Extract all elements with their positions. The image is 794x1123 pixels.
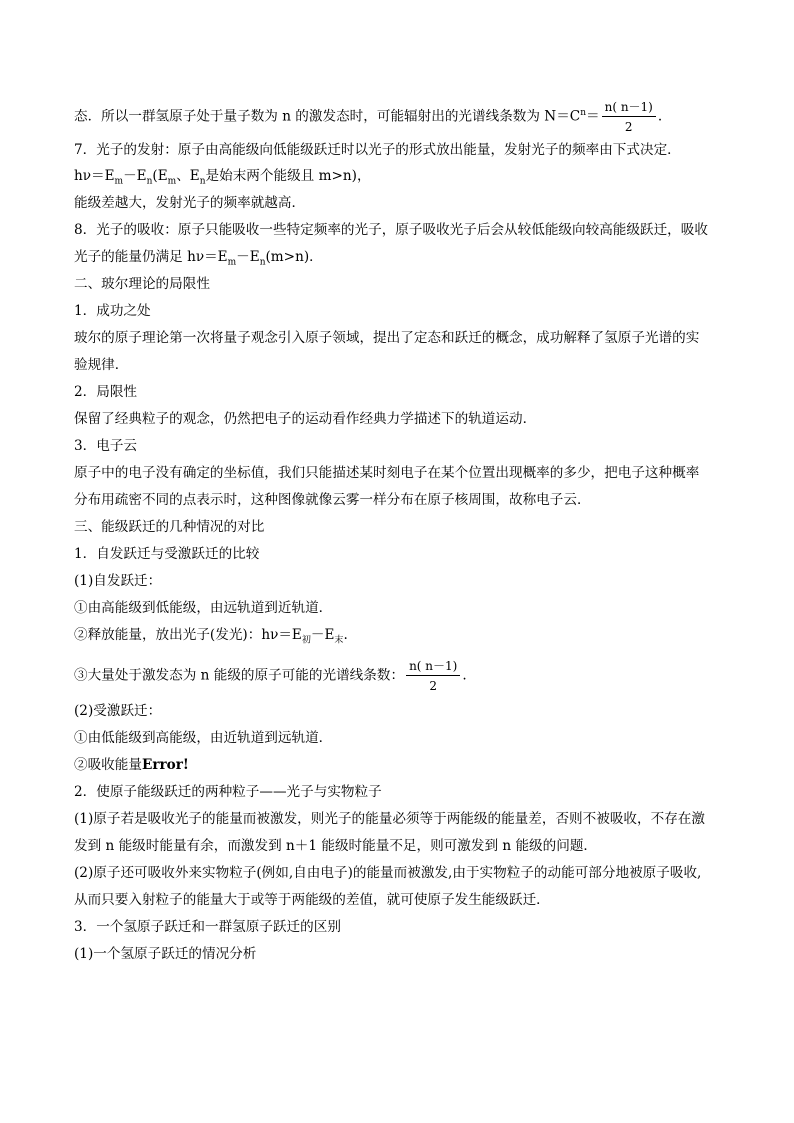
subscript: m [227, 257, 237, 268]
formula-line [74, 659, 467, 693]
period: . [462, 667, 467, 684]
paragraph-line [74, 755, 189, 775]
subscript: n [146, 176, 153, 187]
paragraph-line: 原子中的电子没有确定的坐标值，我们只能描述某时刻电子在某个位置出现概率的多少，把电子这种概率 [74, 465, 700, 481]
line-text: ②吸收能量 [74, 757, 142, 773]
fraction-numerator: n( n－1) [602, 100, 656, 117]
subscript: n [199, 176, 206, 187]
paragraph-line: (1)原子若是吸收光子的能量而被激发，则光子的能量必须等于两能级的能量差，否则不被吸收，不存在激 [74, 811, 705, 827]
subsection-heading: 1．自发跃迁与受激跃迁的比较 [74, 546, 260, 562]
fraction [406, 659, 460, 693]
formula-part: ②释放能量，放出光子(发光)：hν＝E [74, 627, 302, 643]
formula-part: －E [123, 168, 147, 184]
line-text: 态．所以一群氢原子处于量子数为 n 的激发态时，可能辐射出的光谱线条数为 N＝C [74, 108, 581, 125]
period: . [657, 108, 663, 125]
subscript: 初 [301, 635, 311, 646]
paragraph-line: 从而只要入射粒子的能量大于或等于两能级的差值，就可使原子发生能级跃迁． [74, 892, 550, 908]
paragraph-line: 分布用疏密不同的点表示时，这种图像就像云雾一样分布在原子核周围，故称电子云． [74, 492, 591, 508]
fraction [602, 100, 656, 134]
formula-line [74, 166, 371, 192]
subscript: 末 [334, 635, 344, 646]
error-marker: Error! [141, 757, 189, 773]
paragraph-line: 玻尔的原子理论第一次将量子观念引入原子领域，提出了定态和跃迁的概念，成功解释了氢原子光谱的实 [74, 330, 700, 346]
formula-part: ③大量处于激发态为 n 能级的原子可能的光谱线条数： [74, 667, 405, 684]
paragraph-line: ①由低能级到高能级，由近轨道到远轨道． [74, 730, 333, 746]
formula-part: 、E [176, 168, 200, 184]
superscript: n [580, 107, 586, 118]
subsection-heading: 3．一个氢原子跃迁和一群氢原子跃迁的区别 [74, 919, 341, 935]
subsection-heading: 3．电子云 [74, 438, 138, 454]
paragraph-line: (1)一个氢原子跃迁的情况分析 [74, 946, 257, 962]
subscript: m [114, 176, 124, 187]
fraction-denominator: 2 [429, 679, 438, 693]
formula-part: 光子的能量仍满足 hν＝E [74, 249, 228, 265]
paragraph-line: (2)原子还可吸收外来实物粒子(例如,自由电子)的能量而被激发,由于实物粒子的动能可部分地被原子吸收, [74, 865, 702, 881]
formula-part: (m>n)． [265, 249, 323, 265]
subscript: m [167, 176, 177, 187]
formula-line [74, 247, 323, 273]
formula-part: (E [152, 168, 168, 184]
formula-part: 是始末两个能级且 m>n)， [205, 168, 371, 184]
fraction-numerator: n( n－1) [406, 659, 460, 676]
period: . [343, 627, 348, 643]
paragraph-line: 保留了经典粒子的观念，仍然把电子的运动看作经典力学描述下的轨道运动． [74, 411, 537, 427]
paragraph-line: 能级差越大，发射光子的频率就越高． [74, 195, 306, 211]
subsection-heading: 2．局限性 [74, 384, 138, 400]
subscript: n [259, 257, 266, 268]
paragraph-line: 8．光子的吸收：原子只能吸收一些特定频率的光子，原子吸收光子后会从较低能级向较高能级跃迁，吸收 [74, 222, 708, 238]
formula-line [74, 625, 348, 651]
formula-part: －E [310, 627, 335, 643]
paragraph-line: 7．光子的发射：原子由高能级向低能级跃迁时以光子的形式放出能量，发射光子的频率由下式决定． [74, 142, 681, 158]
paragraph-line [74, 100, 662, 134]
section-heading: 二、玻尔理论的局限性 [74, 276, 210, 292]
equals-sign: ＝ [586, 108, 600, 125]
paragraph-line: (2)受激跃迁： [74, 703, 162, 719]
paragraph-line: 发到 n 能级时能量有余，而激发到 n＋1 能级时能量不足，则可激发到 n 能级的问题． [74, 838, 598, 854]
section-heading: 三、能级跃迁的几种情况的对比 [74, 519, 265, 535]
subsection-heading: 1．成功之处 [74, 303, 151, 319]
subsection-heading: 2．使原子能级跃迁的两种粒子——光子与实物粒子 [74, 784, 382, 800]
paragraph-line: 验规律． [74, 357, 129, 373]
paragraph-line: ①由高能级到低能级，由远轨道到近轨道． [74, 600, 333, 616]
fraction-denominator: 2 [624, 120, 633, 134]
formula-part: －E [236, 249, 260, 265]
paragraph-line: (1)自发跃迁： [74, 573, 162, 589]
formula-part: hν＝E [74, 168, 115, 184]
